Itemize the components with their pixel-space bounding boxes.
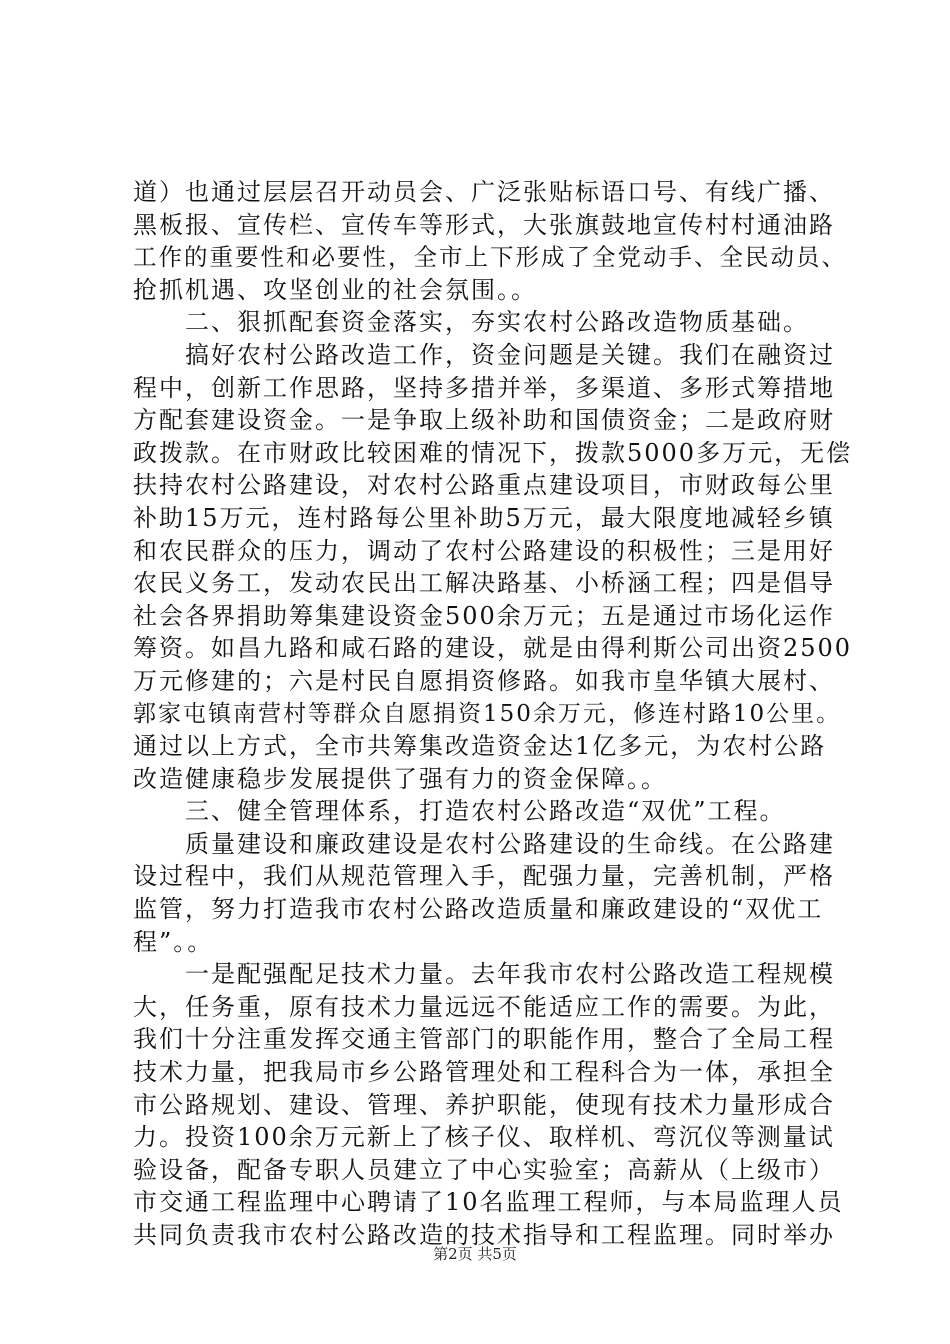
text-line: 验设备，配备专职人员建立了中心实验室；高薪从（上级市） <box>133 1155 835 1184</box>
text-line: 程中，创新工作思路，坚持多措并举，多渠道、多形式筹措地 <box>133 373 835 402</box>
text-line: 一是配强配足技术力量。去年我市农村公路改造工程规模 <box>133 960 835 989</box>
text-line: 郭家屯镇南营村等群众自愿捐资150余万元，修连村路10公里。 <box>133 700 842 727</box>
text-line: 市交通工程监理中心聘请了10名监理工程师，与本局监理人员 <box>133 1188 844 1217</box>
text-line: 通过以上方式，全市共筹集改造资金达1亿多元，为农村公路 <box>133 732 827 761</box>
text-line: 万元修建的；六是村民自愿捐资修路。如我市皇华镇大展村、 <box>133 666 835 695</box>
page-number-footer: 第2页 共5页 <box>433 1245 517 1263</box>
text-line: 共同负责我市农村公路改造的技术指导和工程监理。同时举办 <box>133 1221 835 1249</box>
text-line: 工作的重要性和必要性，全市上下形成了全党动手、全民动员、 <box>133 243 847 272</box>
text-line: 搞好农村公路改造工作，资金问题是关键。我们在融资过 <box>133 340 835 369</box>
text-line: 抢抓机遇、攻坚创业的社会氛围。。 <box>133 275 537 304</box>
text-line: 设过程中，我们从规范管理入手，配强力量，完善机制，严格 <box>133 862 835 891</box>
text-line: 程”。。 <box>133 927 214 956</box>
text-line: 改造健康稳步发展提供了强有力的资金保障。。 <box>133 764 667 793</box>
text-line: 和农民群众的压力，调动了农村公路建设的积极性；三是用好 <box>133 536 835 565</box>
text-line: 方配套建设资金。一是争取上级补助和国债资金；二是政府财 <box>133 406 835 435</box>
text-line: 黑板报、宣传栏、宣传车等形式，大张旗鼓地宣传村村通油路 <box>133 210 835 239</box>
text-line: 技术力量，把我局市乡公路管理处和工程科合为一体，承担全 <box>133 1058 835 1087</box>
text-line: 扶持农村公路建设，对农村公路重点建设项目，市财政每公里 <box>133 471 835 500</box>
text-line: 社会各界捐助筹集建设资金500余万元；五是通过市场化运作 <box>133 601 835 630</box>
text-line: 农民义务工，发动农民出工解决路基、小桥涵工程；四是倡导 <box>133 569 835 598</box>
section-heading: 二、狠抓配套资金落实，夯实农村公路改造物质基础。 <box>133 308 809 337</box>
document-body <box>133 176 853 1252</box>
text-line: 监管，努力打造我市农村公路改造质量和廉政建设的“双优工 <box>133 895 824 924</box>
text-line: 政拨款。在市财政比较困难的情况下，拨款5000多万元，无偿 <box>133 438 853 467</box>
text-line: 大，任务重，原有技术力量远远不能适应工作的需要。为此， <box>133 992 835 1021</box>
section-heading: 三、健全管理体系，打造农村公路改造“双优”工程。 <box>133 797 786 826</box>
text-line: 我们十分注重发挥交通主管部门的职能作用，整合了全局工程 <box>133 1025 835 1054</box>
text-line: 质量建设和廉政建设是农村公路建设的生命线。在公路建 <box>133 829 835 858</box>
text-line: 力。投资100余万元新上了核子仪、取样机、弯沉仪等测量试 <box>133 1123 835 1152</box>
text-line: 市公路规划、建设、管理、养护职能，使现有技术力量形成合 <box>133 1090 835 1119</box>
text-line: 道）也通过层层召开动员会、广泛张贴标语口号、有线广播、 <box>133 178 835 206</box>
text-line: 补助15万元，连村路每公里补助5万元，最大限度地减轻乡镇 <box>133 503 835 532</box>
text-line: 筹资。如昌九路和咸石路的建设，就是由得利斯公司出资2500 <box>133 634 853 663</box>
